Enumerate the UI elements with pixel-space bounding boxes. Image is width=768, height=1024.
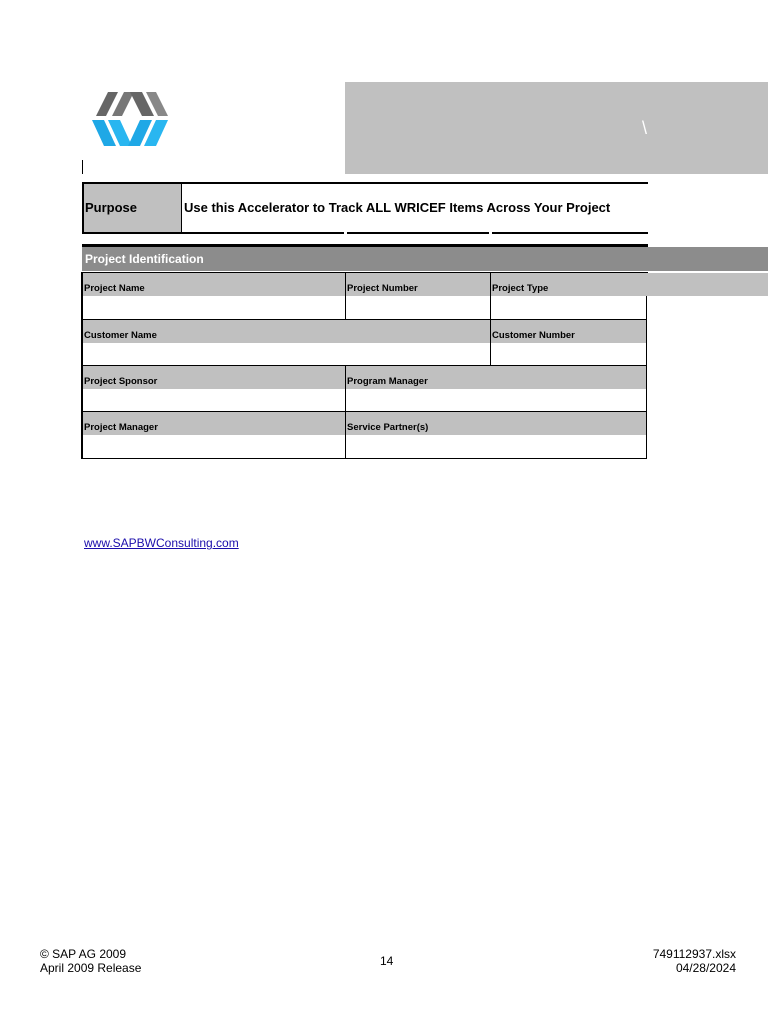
section-title: Project Identification <box>85 252 204 266</box>
program-manager-field[interactable] <box>346 389 646 411</box>
row1-divider-2 <box>490 273 491 319</box>
service-partners-field[interactable] <box>346 435 646 458</box>
row3-right-border <box>646 366 647 411</box>
purpose-bottom-border-2 <box>347 232 489 234</box>
header-band <box>345 82 768 174</box>
service-partners-label: Service Partner(s) <box>347 422 429 433</box>
project-manager-label: Project Manager <box>84 422 158 433</box>
footer-file-block <box>653 947 736 975</box>
row2-divider <box>490 320 491 365</box>
project-number-label: Project Number <box>347 283 418 294</box>
customer-number-field[interactable] <box>490 343 646 365</box>
footer-filename: 749112937.xlsx <box>652 947 736 961</box>
text-cursor <box>82 160 83 174</box>
row4-right-border <box>646 412 647 458</box>
customer-name-field[interactable] <box>82 343 490 365</box>
row1-right-border <box>646 296 647 319</box>
footer-date: 04/28/2024 <box>675 961 736 975</box>
project-number-field[interactable] <box>346 296 490 319</box>
project-name-label: Project Name <box>84 283 145 294</box>
company-logo <box>90 88 170 150</box>
website-link[interactable]: www.SAPBWConsulting.com <box>84 536 239 550</box>
row1-top-line <box>82 272 648 273</box>
header-band-mark: \ <box>642 118 648 138</box>
footer-page-number: 14 <box>380 954 394 968</box>
project-sponsor-label: Project Sponsor <box>84 376 158 387</box>
purpose-bottom-border-3 <box>492 232 648 234</box>
row2-right-border <box>646 320 647 365</box>
purpose-label: Purpose <box>85 200 138 215</box>
row1-divider-1 <box>345 273 346 319</box>
purpose-bottom-border-1 <box>82 232 344 234</box>
row4-bottom-line <box>82 458 647 459</box>
purpose-text: Use this Accelerator to Track ALL WRICEF Items Across Your Project <box>184 200 611 215</box>
footer-copyright-block <box>40 947 141 975</box>
project-manager-field[interactable] <box>82 435 345 458</box>
customer-number-label: Customer Number <box>492 330 575 341</box>
row1-label-band <box>82 273 768 296</box>
footer-copyright: © SAP AG 2009 <box>40 947 127 961</box>
project-name-field[interactable] <box>82 296 346 319</box>
customer-name-label: Customer Name <box>84 330 157 341</box>
footer-release: April 2009 Release <box>40 961 142 975</box>
project-sponsor-field[interactable] <box>82 389 345 411</box>
row4-divider <box>345 412 346 458</box>
form-left-border <box>81 272 83 459</box>
project-type-field[interactable] <box>490 296 646 319</box>
row3-divider <box>345 366 346 411</box>
project-type-label: Project Type <box>492 283 549 294</box>
program-manager-label: Program Manager <box>347 376 428 387</box>
